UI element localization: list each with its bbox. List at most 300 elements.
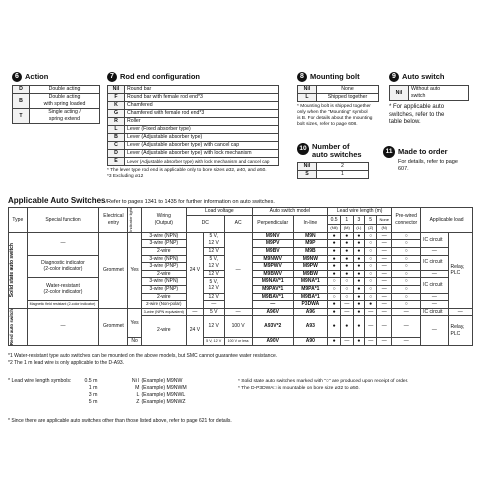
header-line: Pre-wired bbox=[395, 213, 417, 220]
mounting-number-badge: 8 bbox=[297, 72, 307, 82]
solid-state-note: * Solid state auto switches marked with "○" are produced upon receipt of order. bbox=[238, 379, 409, 384]
mounting-section bbox=[297, 72, 379, 128]
header-type: Type bbox=[9, 208, 28, 233]
lead-symbol: L bbox=[136, 392, 140, 398]
spacer bbox=[8, 392, 73, 399]
wiring-cell: 3-wire (PNP) bbox=[141, 285, 186, 293]
dc-5-12v bbox=[203, 278, 224, 293]
lead-none-mark: — bbox=[377, 338, 392, 346]
action-code: T bbox=[13, 109, 30, 124]
made-to-order-title bbox=[383, 146, 475, 158]
lead-length: 0.5 m bbox=[84, 378, 98, 384]
lead-05-mark: ● bbox=[328, 247, 341, 255]
lead-example: (Example) M9NWM bbox=[141, 385, 187, 391]
header-lead-5: 5 bbox=[365, 215, 377, 225]
auto-switch-note: * For applicable auto bbox=[389, 104, 445, 111]
header-lead-1: 1 bbox=[341, 215, 353, 225]
mounting-note: bolt sizes, refer to page 608. bbox=[297, 122, 358, 128]
table-row bbox=[8, 378, 187, 385]
special-line: (2-color indicator) bbox=[43, 289, 83, 296]
header-electrical-entry bbox=[99, 208, 128, 233]
auto-switch-section bbox=[389, 72, 469, 127]
model-perpendicular: M9PWV bbox=[252, 263, 293, 271]
load-none: — bbox=[421, 301, 448, 309]
table-row bbox=[108, 142, 279, 150]
wiring-cell: 2-wire (Non-polar) bbox=[141, 301, 186, 309]
header-lead-05: 0.5 bbox=[328, 215, 341, 225]
mounting-desc: None bbox=[317, 86, 379, 94]
rod-end-code: K bbox=[108, 102, 125, 110]
lead-1-mark: ● bbox=[341, 240, 353, 248]
dc-cell: 12 V bbox=[203, 316, 224, 338]
lead-1-mark: ● bbox=[341, 263, 353, 271]
action-table bbox=[12, 85, 100, 124]
dc-line: 5 V, bbox=[209, 278, 218, 285]
rod-end-code: Nil bbox=[108, 86, 125, 94]
lead-5-mark: — bbox=[365, 308, 377, 316]
lead-length: 3 m bbox=[88, 392, 98, 398]
lead-example: (Example) M9NWL bbox=[141, 392, 186, 398]
header-wiring bbox=[141, 208, 186, 233]
model-inline: A96 bbox=[293, 308, 327, 316]
made-to-order-note: For details, refer to page bbox=[398, 159, 458, 165]
table-header-row bbox=[9, 208, 473, 216]
applicable-title-text: Applicable Auto Switches bbox=[8, 196, 106, 205]
lead-5-mark: ○ bbox=[365, 255, 377, 263]
auto-switch-title-text: Auto switch bbox=[402, 72, 445, 81]
rod-end-code: G bbox=[108, 110, 125, 118]
lead-1-mark: — bbox=[341, 301, 353, 309]
lead-5-mark: ○ bbox=[365, 232, 377, 240]
indicator-yes: Yes bbox=[128, 308, 141, 338]
model-perpendicular: — bbox=[252, 301, 293, 309]
special-function-none: — bbox=[27, 232, 99, 255]
header-applicable-load: Applicable load bbox=[421, 208, 473, 233]
lead-3-mark: ● bbox=[353, 240, 365, 248]
applicable-switches-title bbox=[8, 196, 275, 205]
load-none: — bbox=[421, 293, 448, 301]
table-row bbox=[8, 385, 187, 392]
auto-switch-title bbox=[389, 72, 469, 82]
prewired-mark: ○ bbox=[392, 293, 421, 301]
lead-3-mark: ● bbox=[353, 255, 365, 263]
lead-05-mark: ○ bbox=[328, 293, 341, 301]
table-row bbox=[13, 86, 100, 94]
model-perpendicular: M9NV bbox=[252, 232, 293, 240]
rod-end-desc: Chamfered with female rod end*3 bbox=[125, 110, 279, 118]
lead-05-mark: ● bbox=[328, 240, 341, 248]
dc-line: 12 V bbox=[208, 239, 219, 246]
made-to-order-notes bbox=[398, 159, 475, 173]
lead-symbols-table bbox=[8, 378, 187, 406]
rod-end-code: L bbox=[108, 126, 125, 134]
ac-cell: 100 V bbox=[224, 316, 252, 338]
dc-line: 5 V, bbox=[209, 233, 218, 240]
lead-3-mark: ● bbox=[353, 293, 365, 301]
header-lead-3: 3 bbox=[353, 215, 365, 225]
auto-switch-notes bbox=[389, 104, 469, 127]
lead-05-mark: ● bbox=[328, 301, 341, 309]
solid-state-notes bbox=[238, 378, 476, 392]
num-switches-desc: 1 bbox=[317, 171, 369, 179]
ac-cell: 100 V or less bbox=[224, 338, 252, 346]
action-desc: Double acting bbox=[30, 86, 100, 94]
dc-line: 12 V bbox=[208, 285, 219, 292]
electrical-entry-grommet: Grommet bbox=[99, 308, 128, 345]
action-desc-line: Double acting bbox=[48, 94, 81, 101]
num-switches-table bbox=[297, 162, 369, 179]
rod-end-desc: Lever (Adjustable absorber type) with lock mechanism bbox=[125, 150, 279, 158]
mounting-table bbox=[297, 85, 379, 102]
rod-end-desc: Round bar with female rod end*3 bbox=[125, 94, 279, 102]
dc-24v: 24 V bbox=[186, 232, 203, 308]
table-row bbox=[13, 94, 100, 109]
mounting-note: is B. For details about the mounting bbox=[297, 116, 373, 122]
header-ac: AC bbox=[224, 215, 252, 232]
load-ic-circuit: IC circuit bbox=[421, 232, 448, 247]
rod-end-note: * The lever type rod end is applicable only to bore sizes ø32, ø40, and ø50. bbox=[107, 168, 267, 174]
mounting-notes bbox=[297, 104, 379, 128]
mounting-note: only when the "Mounting" symbol bbox=[297, 110, 368, 116]
lead-5-mark: ○ bbox=[365, 278, 377, 286]
table-row bbox=[108, 94, 279, 102]
table-row bbox=[298, 94, 379, 102]
rod-end-title-text: Rod end configuration bbox=[120, 72, 200, 81]
lead-length: 1 m bbox=[88, 385, 98, 391]
wiring-cell: 2-wire bbox=[141, 316, 186, 346]
lead-none-mark: — bbox=[377, 247, 392, 255]
rod-end-code: E bbox=[108, 158, 125, 166]
table-row bbox=[108, 118, 279, 126]
lead-none-mark: — bbox=[377, 232, 392, 240]
reed-type bbox=[9, 308, 28, 345]
lead-none-mark: — bbox=[377, 278, 392, 286]
load-ic-circuit: IC circuit bbox=[421, 278, 448, 293]
model-inline: M9PW bbox=[293, 263, 327, 271]
header-lead-1-sym: (M) bbox=[341, 225, 353, 233]
rod-end-code: F bbox=[108, 94, 125, 102]
lead-example: (Example) M9NW bbox=[141, 378, 183, 384]
load-line: Relay, bbox=[450, 263, 465, 270]
footnote-1: *1 Water-resistant type auto switches can be mounted on the above models, but SMC cannot guarantee water resistance. bbox=[8, 353, 278, 359]
model-perpendicular: M9BV bbox=[252, 247, 293, 255]
lead-3-mark: ● bbox=[353, 278, 365, 286]
lead-none-mark: — bbox=[377, 316, 392, 338]
wiring-cell: 3-wire (NPN) bbox=[141, 278, 186, 286]
lead-1-mark: — bbox=[341, 338, 353, 346]
table-row bbox=[108, 158, 279, 166]
num-switches-title-text bbox=[312, 143, 362, 159]
auto-switch-desc-line: switch bbox=[411, 93, 426, 100]
dc-line: 12 V bbox=[208, 262, 219, 269]
lead-5-mark: ○ bbox=[365, 293, 377, 301]
lead-3-mark: ● bbox=[353, 301, 365, 309]
lead-3-mark: ● bbox=[353, 338, 365, 346]
header-line: Electrical bbox=[103, 213, 124, 220]
lead-5-mark: — bbox=[365, 316, 377, 338]
table-row bbox=[8, 399, 187, 406]
lead-3-mark: ● bbox=[353, 308, 365, 316]
lead-1-mark: ○ bbox=[341, 293, 353, 301]
mounting-desc: Shipped together bbox=[317, 94, 379, 102]
table-row bbox=[9, 308, 473, 316]
lead-none-mark: — bbox=[377, 255, 392, 263]
load-line: PLC bbox=[450, 270, 461, 277]
header-load-voltage: Load voltage bbox=[186, 208, 252, 216]
special-function-none: — bbox=[27, 308, 99, 345]
electrical-entry-grommet: Grommet bbox=[99, 232, 128, 308]
wiring-cell: 3-wire (PNP) bbox=[141, 263, 186, 271]
lead-1-mark: ● bbox=[341, 270, 353, 278]
num-switches-title bbox=[297, 143, 377, 159]
num-switches-section bbox=[297, 143, 377, 179]
lead-example: (Example) M9NWZ bbox=[141, 399, 186, 405]
lead-length: 5 m bbox=[88, 399, 98, 405]
prewired-mark: ○ bbox=[392, 240, 421, 248]
header-indicator-text: Indicator light bbox=[128, 208, 134, 232]
wiring-cell: 2-wire bbox=[141, 247, 186, 255]
action-code: B bbox=[13, 94, 30, 109]
model-perpendicular: M9BWV bbox=[252, 270, 293, 278]
header-perpendicular: Perpendicular bbox=[252, 215, 293, 232]
model-inline: M9NA*1 bbox=[293, 278, 327, 286]
lead-none-mark: — bbox=[377, 263, 392, 271]
lead-05-mark: ● bbox=[328, 338, 341, 346]
lead-3-mark: ● bbox=[353, 316, 365, 338]
auto-switch-desc-line: Without auto bbox=[411, 86, 441, 93]
model-perpendicular: A96V bbox=[252, 308, 293, 316]
lead-5-mark: ● bbox=[365, 301, 377, 309]
action-code: D bbox=[13, 86, 30, 94]
mounting-code: Nil bbox=[298, 86, 317, 94]
header-auto-switch-model: Auto switch model bbox=[252, 208, 327, 216]
prewired-mark: — bbox=[392, 308, 421, 316]
model-inline: P3DWA bbox=[293, 301, 327, 309]
mounting-note: * Mounting bolt is shipped together bbox=[297, 104, 371, 110]
action-title-text: Action bbox=[25, 72, 49, 81]
indicator-no: No bbox=[128, 338, 141, 346]
rod-end-table bbox=[107, 85, 279, 166]
lead-none-mark: — bbox=[377, 301, 392, 309]
wiring-cell: 3-wire (NPN) bbox=[141, 255, 186, 263]
rod-end-code: C bbox=[108, 142, 125, 150]
rod-end-desc: Lever (Adjustable absorber type) bbox=[125, 134, 279, 142]
lead-05-mark: ● bbox=[328, 232, 341, 240]
header-line: entry bbox=[107, 219, 119, 226]
model-inline: M9NW bbox=[293, 255, 327, 263]
mounting-title bbox=[297, 72, 379, 82]
prewired-mark: ○ bbox=[392, 263, 421, 271]
footnotes bbox=[8, 353, 474, 367]
solid-state-label: Solid state auto switch bbox=[9, 243, 15, 298]
header-lead-none-sym: (N) bbox=[377, 225, 392, 233]
rod-end-desc: Lever (Fixed absorber type) bbox=[125, 126, 279, 134]
applicable-switches-table-wrap bbox=[8, 207, 473, 346]
wiring-cell: 2-wire bbox=[141, 293, 186, 301]
table-row bbox=[298, 86, 379, 94]
ac-none: — bbox=[224, 232, 252, 308]
lead-3-mark: ● bbox=[353, 247, 365, 255]
dc-cell: 24 V bbox=[186, 316, 203, 346]
table-row bbox=[9, 232, 473, 240]
load-line: Relay, bbox=[450, 323, 465, 330]
lead-1-mark: ○ bbox=[341, 278, 353, 286]
table-row bbox=[390, 86, 469, 101]
load-relay-plc bbox=[448, 232, 472, 308]
lead-05-mark: ● bbox=[328, 270, 341, 278]
model-perpendicular: M9NAV*1 bbox=[252, 278, 293, 286]
rod-end-note: *3 Excluding ø12 bbox=[107, 174, 144, 180]
dc-line: 5 V, bbox=[209, 256, 218, 263]
action-desc-line: spring extend bbox=[48, 116, 81, 123]
num-switches-title-line: Number of bbox=[312, 142, 350, 151]
header-line: (Output) bbox=[154, 219, 173, 226]
header-line: Wiring bbox=[156, 213, 171, 220]
wiring-cell: 3-wire (NPN equivalent) bbox=[141, 308, 186, 316]
num-switches-number-badge: 10 bbox=[297, 143, 309, 155]
dc-cell: 5 V bbox=[203, 308, 224, 316]
special-function-diag bbox=[27, 255, 99, 278]
auto-switch-code: Nil bbox=[390, 86, 409, 101]
num-switches-code: S bbox=[298, 171, 317, 179]
applicable-subtitle: /Refer to pages 1341 to 1435 for further information on auto switches. bbox=[105, 199, 275, 205]
model-inline: M9BW bbox=[293, 270, 327, 278]
dc-none: — bbox=[203, 301, 224, 309]
action-title bbox=[12, 72, 100, 82]
header-lead-05-sym: (Nil) bbox=[328, 225, 341, 233]
lead-5-mark: ○ bbox=[365, 263, 377, 271]
auto-switch-note: table below. bbox=[389, 119, 421, 126]
dc-12v: 12 V bbox=[203, 247, 224, 255]
rod-end-desc: Lever (Adjustable absorber type) with cancel cap bbox=[125, 142, 279, 150]
final-note bbox=[8, 418, 474, 425]
prewired-mark: ○ bbox=[392, 255, 421, 263]
lead-5-mark: — bbox=[365, 338, 377, 346]
special-line: Diagnostic indicator bbox=[41, 259, 85, 266]
lead-3-mark: ● bbox=[353, 263, 365, 271]
header-indicator-light bbox=[128, 208, 141, 233]
prewired-mark: ○ bbox=[392, 247, 421, 255]
load-relay-plc bbox=[448, 316, 472, 346]
model-inline: A93 bbox=[293, 316, 327, 338]
table-row bbox=[108, 110, 279, 118]
model-perpendicular: M9BAV*1 bbox=[252, 293, 293, 301]
rod-end-desc: Roller bbox=[125, 118, 279, 126]
rod-end-desc: Lever (Adjustable absorber type) with lock mechanism and cancel cap bbox=[125, 158, 279, 166]
lead-1-mark: ● bbox=[341, 316, 353, 338]
model-inline: M9P bbox=[293, 240, 327, 248]
lead-1-mark: ● bbox=[341, 232, 353, 240]
special-function-water bbox=[27, 278, 99, 301]
lead-symbol: M bbox=[135, 385, 140, 391]
model-perpendicular: M9NWV bbox=[252, 255, 293, 263]
model-perpendicular: M9PV bbox=[252, 240, 293, 248]
table-row bbox=[8, 392, 187, 399]
header-dc: DC bbox=[186, 215, 224, 232]
applicable-switches-table bbox=[8, 207, 473, 346]
num-switches-code: Nil bbox=[298, 163, 317, 171]
ac-cell: — bbox=[224, 308, 252, 316]
rod-end-title bbox=[107, 72, 279, 82]
lead-1-mark: — bbox=[341, 308, 353, 316]
lead-05-mark: ● bbox=[328, 308, 341, 316]
final-note-text: * Since there are applicable auto switches other than those listed above, refer to page 621 for details. bbox=[8, 418, 232, 424]
lead-3-mark: ● bbox=[353, 232, 365, 240]
made-to-order-section bbox=[383, 146, 475, 173]
prewired-mark: ○ bbox=[392, 232, 421, 240]
lead-none-mark: — bbox=[377, 285, 392, 293]
mounting-title-text: Mounting bolt bbox=[310, 72, 360, 81]
header-lead-5-sym: (Z) bbox=[365, 225, 377, 233]
prewired-mark: — bbox=[392, 316, 421, 338]
auto-switch-number-badge: 9 bbox=[389, 72, 399, 82]
made-to-order-note: 607. bbox=[398, 166, 409, 172]
special-line: Water-resistant bbox=[46, 282, 80, 289]
model-inline: M9N bbox=[293, 232, 327, 240]
prewired-mark: — bbox=[392, 338, 421, 346]
reed-label: Reed auto switch bbox=[9, 308, 14, 345]
prewired-mark: ○ bbox=[392, 285, 421, 293]
solid-state-type bbox=[9, 232, 28, 308]
lead-5-mark: ○ bbox=[365, 270, 377, 278]
indicator-yes: Yes bbox=[128, 232, 141, 308]
lead-05-mark: ● bbox=[328, 255, 341, 263]
solid-state-note: * The D-P3DWA□ is mountable on bore size ø32 to ø50. bbox=[238, 386, 360, 391]
lead-1-mark: ● bbox=[341, 255, 353, 263]
footnote-2: *2 The 1 m lead wire is only applicable to the D-A93. bbox=[8, 360, 125, 366]
lead-5-mark: ○ bbox=[365, 240, 377, 248]
load-ic-circuit: IC circuit bbox=[421, 308, 448, 316]
lead-05-mark: ● bbox=[328, 316, 341, 338]
model-inline: A90 bbox=[293, 338, 327, 346]
rod-end-code: D bbox=[108, 150, 125, 158]
action-desc bbox=[30, 109, 100, 124]
table-row bbox=[108, 86, 279, 94]
load-line: PLC bbox=[450, 330, 461, 337]
dc-5-12v bbox=[203, 255, 224, 270]
action-desc-line: with spring loaded bbox=[43, 101, 86, 108]
model-inline: M9PA*1 bbox=[293, 285, 327, 293]
lead-1-mark: ○ bbox=[341, 285, 353, 293]
rod-end-desc: Chamfered bbox=[125, 102, 279, 110]
dc-12v: 12 V bbox=[203, 293, 224, 301]
lead-none-mark: — bbox=[377, 293, 392, 301]
rod-end-code: R bbox=[108, 118, 125, 126]
header-line: connector bbox=[395, 219, 418, 226]
made-to-order-title-text: Made to order bbox=[398, 146, 448, 156]
mounting-code: L bbox=[298, 94, 317, 102]
special-line: (2-color indicator) bbox=[43, 266, 83, 273]
lead-symbol: Nil bbox=[131, 378, 140, 384]
rod-end-number-badge: 7 bbox=[107, 72, 117, 82]
lead-05-mark: ● bbox=[328, 263, 341, 271]
auto-switch-desc bbox=[409, 86, 469, 101]
load-none: — bbox=[421, 316, 448, 346]
prewired-mark: ○ bbox=[392, 270, 421, 278]
table-row bbox=[108, 102, 279, 110]
lead-symbols-section bbox=[8, 378, 187, 406]
table-row bbox=[13, 109, 100, 124]
lead-5-mark: ○ bbox=[365, 247, 377, 255]
dc-cell: 5 V, 12 V bbox=[203, 338, 224, 346]
dc-12v: 12 V bbox=[203, 270, 224, 278]
header-inline: In-line bbox=[293, 215, 327, 232]
prewired-mark: ○ bbox=[392, 301, 421, 309]
dc-cell: — bbox=[186, 308, 203, 316]
rod-end-desc: Round bar bbox=[125, 86, 279, 94]
spacer bbox=[8, 385, 73, 392]
lead-5-mark: ○ bbox=[365, 285, 377, 293]
